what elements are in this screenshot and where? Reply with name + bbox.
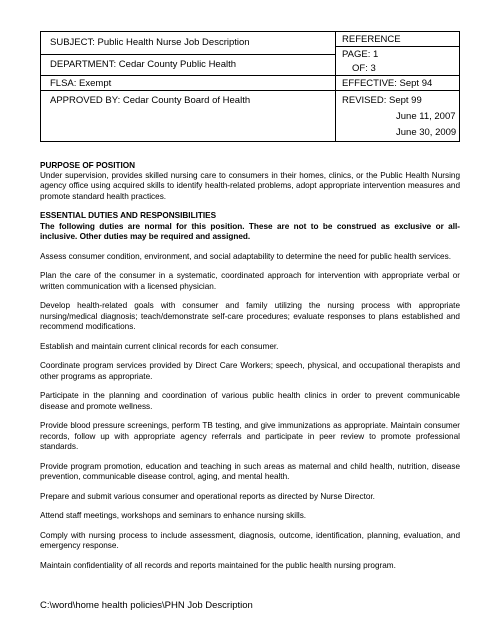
flsa-line: FLSA: Exempt <box>50 78 112 89</box>
header-row-divider <box>41 54 335 55</box>
duty-item: Maintain confidentiality of all records and reports maintained for the public health nursing program. <box>40 561 396 571</box>
page-count: OF: 3 <box>352 63 376 74</box>
duty-item: Coordinate program services provided by Direct Care Workers; speech, physical, and occupational therapists and other programs as appropriate. <box>40 361 460 381</box>
duty-item: Provide blood pressure screenings, perform TB testing, and give immunizations as appropriate. Maintain consumer records, follow up with appropriate agency referrals and participate in peer review to promote professional standards. <box>40 421 460 451</box>
header-column-divider <box>335 32 336 141</box>
file-path-footer: C:\word\home health policies\PHN Job Description <box>40 600 253 611</box>
duty-item: Prepare and submit various consumer and operational reports as directed by Nurse Director. <box>40 491 375 501</box>
header-row-divider <box>41 75 335 76</box>
revised-date-3: June 30, 2009 <box>396 127 457 138</box>
subject-line: SUBJECT: Public Health Nurse Job Description <box>50 37 250 48</box>
duty-item: Participate in the planning and coordination of various public health clinics in order to prevent communicable disease and promote wellness. <box>40 391 460 411</box>
document-body <box>40 161 460 581</box>
header-row-divider <box>41 90 460 91</box>
duty-item: Provide program promotion, education and teaching in such areas as maternal and child health, nutrition, disease prevention, communicable disease control, aging, and mental health. <box>40 461 460 481</box>
duty-item: Attend staff meetings, workshops and seminars to enhance nursing skills. <box>40 511 307 521</box>
duty-item: Develop health-related goals with consumer and family utilizing the nursing process with appropriate nursing/medical diagnosis; teach/demonstrate self-care procedures; evaluate responses to plans established and recommend modifications. <box>40 301 460 331</box>
purpose-heading: PURPOSE OF POSITION <box>40 161 136 170</box>
duty-item: Plan the care of the consumer in a systematic, coordinated approach for intervention with appropriate verbal or written communication with a licensed physician. <box>40 271 460 291</box>
duties-heading: ESSENTIAL DUTIES AND RESPONSIBILITIES <box>40 211 217 221</box>
department-line: DEPARTMENT: Cedar County Public Health <box>50 59 237 70</box>
revised-date: REVISED: Sept 99 <box>342 95 422 106</box>
approved-by-line: APPROVED BY: Cedar County Board of Health <box>50 95 251 106</box>
revised-date-2: June 11, 2007 <box>396 111 456 122</box>
header-row-divider <box>335 46 460 47</box>
page-number: PAGE: 1 <box>342 49 379 60</box>
effective-date: EFFECTIVE: Sept 94 <box>342 78 433 89</box>
purpose-text: Under supervision, provides skilled nursing care to consumers in their homes, clinics, or the Public Health Nursing agency office using acquired skills to identify health-related problems, adopt appropriate intervention measures and promote standard health practices. <box>40 171 460 201</box>
reference-label: REFERENCE <box>342 34 401 45</box>
header-row-divider <box>335 75 460 76</box>
duty-item: Establish and maintain current clinical records for each consumer. <box>40 341 279 351</box>
document-header-table <box>40 31 460 142</box>
duties-note: The following duties are normal for this position. These are not to be construed as exclusive or all-inclusive. Other duties may be required and assigned. <box>40 221 460 241</box>
duty-item: Assess consumer condition, environment, and social adaptability to determine the need for public health services. <box>40 251 451 261</box>
duty-item: Comply with nursing process to include assessment, diagnosis, outcome, identification, planning, evaluation, and emergency response. <box>40 531 460 551</box>
